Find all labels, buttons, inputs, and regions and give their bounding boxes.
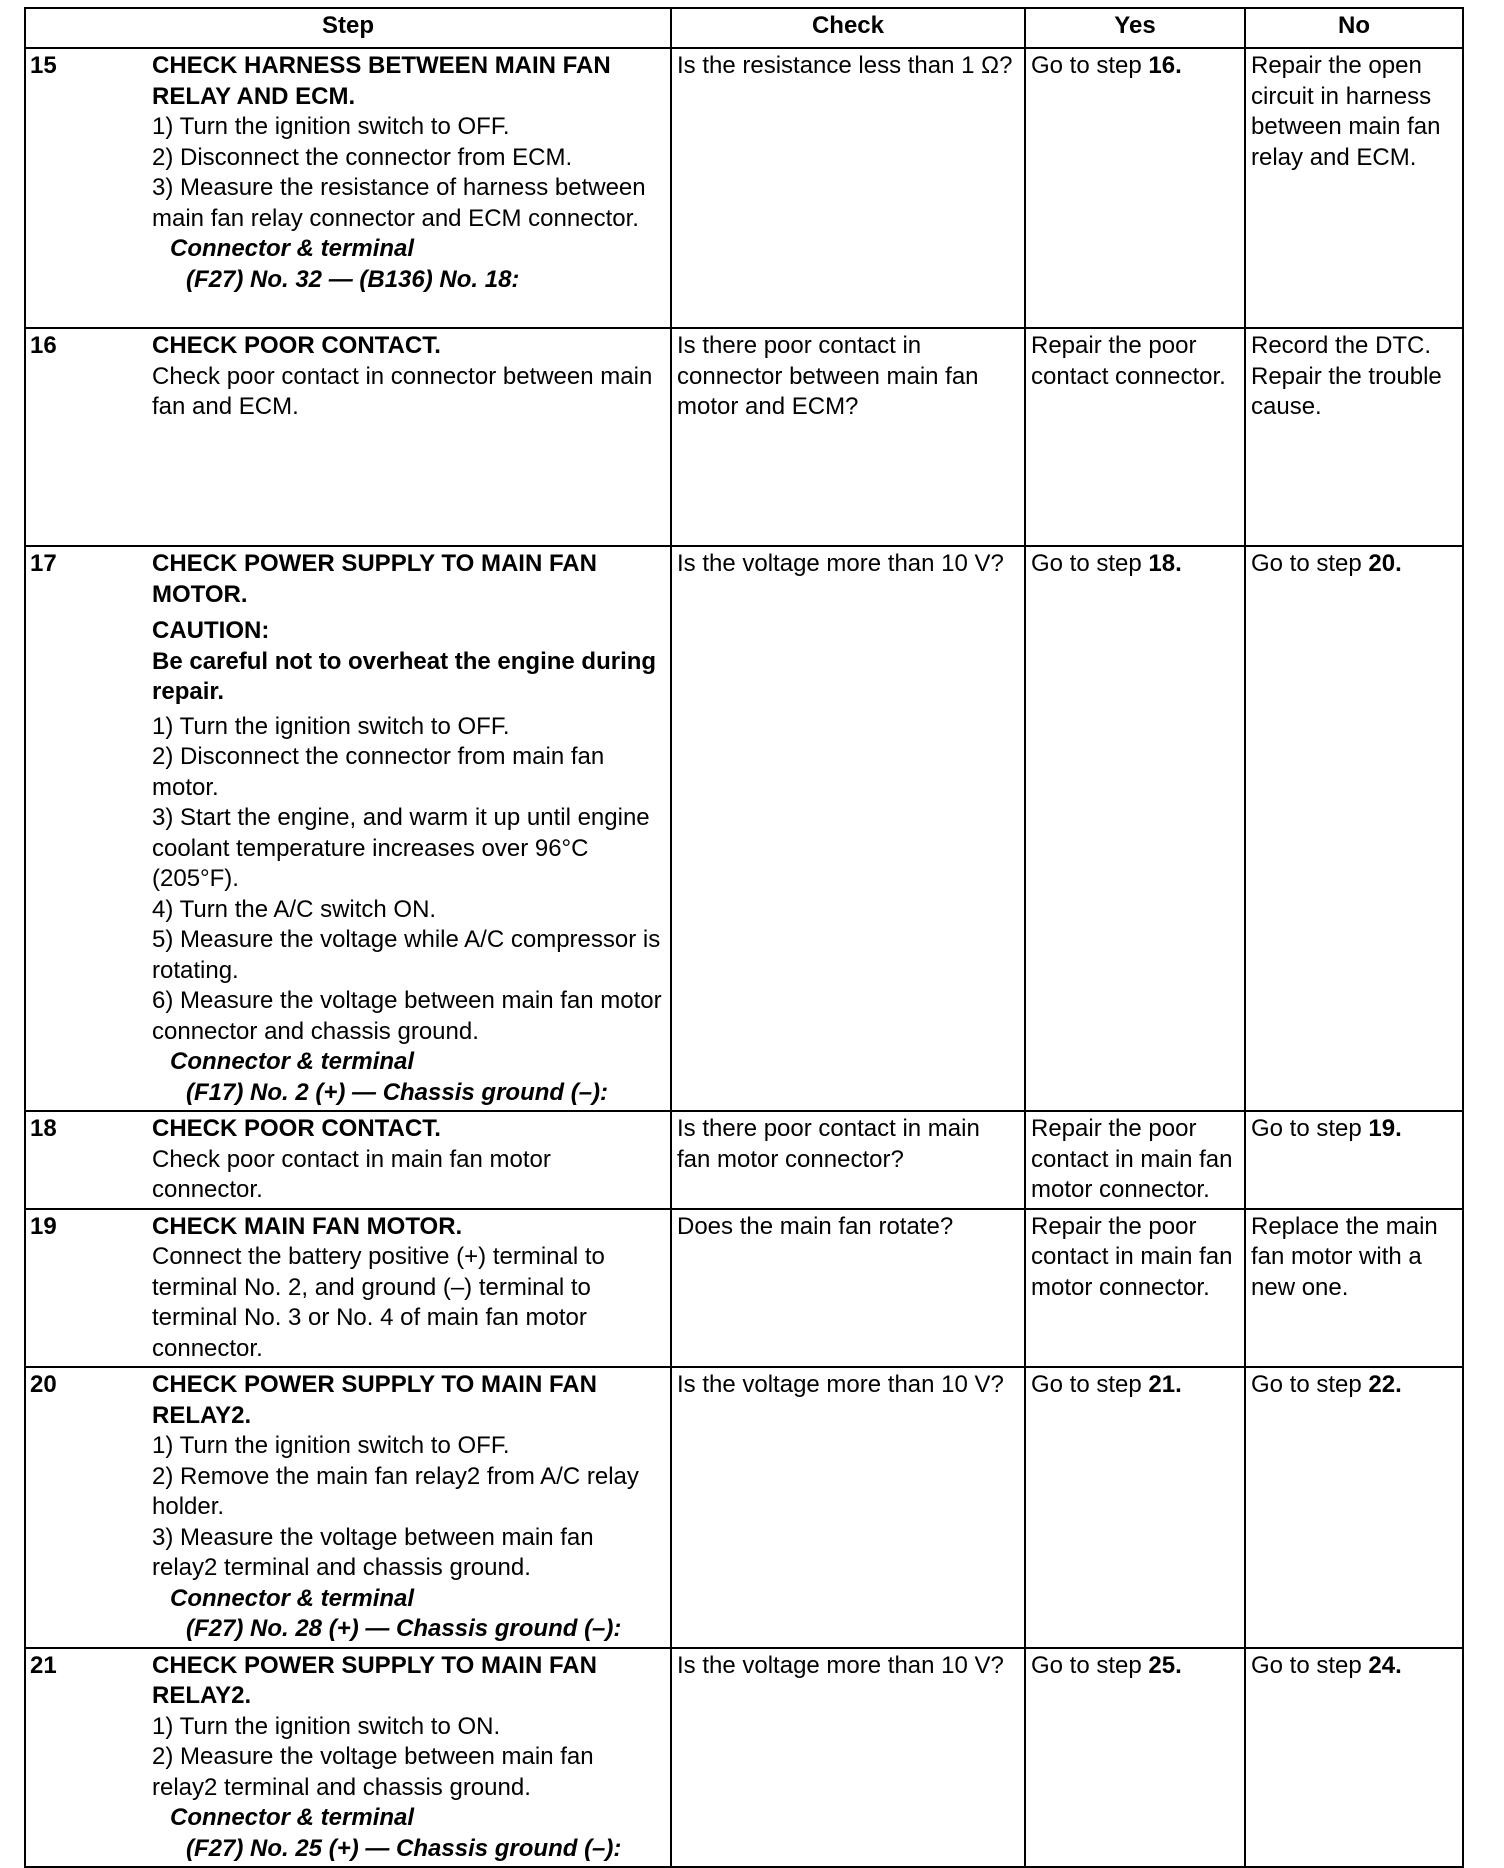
table-row <box>25 1111 1463 1209</box>
no-step-ref: 24. <box>1368 1651 1402 1679</box>
step-number: 15 <box>30 52 57 79</box>
step-cell <box>25 328 671 546</box>
no-cell <box>1245 546 1463 1111</box>
table-row <box>25 1648 1463 1868</box>
table-row <box>25 328 1463 546</box>
check-cell: Is the voltage more than 10 V? <box>671 1367 1025 1648</box>
step-title: CHECK POWER SUPPLY TO MAIN FAN RELAY2. <box>152 1651 597 1709</box>
step-title: CHECK POWER SUPPLY TO MAIN FAN RELAY2. <box>152 1371 597 1429</box>
step-cell <box>25 1209 671 1368</box>
no-prefix: Go to step <box>1251 550 1369 577</box>
caution-text: Be careful not to overheat the engine during repair. <box>152 647 657 705</box>
step-instruction: 6) Measure the voltage between main fan motor connector and chassis ground. <box>152 987 662 1045</box>
check-cell: Is there poor contact in main fan motor connector? <box>671 1111 1025 1209</box>
connector-terminal-value: (F27) No. 25 (+) — Chassis ground (–): <box>186 1834 622 1862</box>
check-cell: Is there poor contact in connector between main fan motor and ECM? <box>671 328 1025 546</box>
step-instruction: 4) Turn the A/C switch ON. <box>152 895 437 923</box>
step-number: 19 <box>30 1212 57 1240</box>
table-row <box>25 48 1463 328</box>
step-text: Connect the battery positive (+) terminal to terminal No. 2, and ground (–) terminal to terminal No. 3 or No. 4 of main fan motor connector. <box>152 1243 605 1362</box>
connector-terminal-value: (F27) No. 32 — (B136) No. 18: <box>186 265 520 293</box>
no-prefix: Go to step <box>1251 1651 1369 1679</box>
check-cell: Is the resistance less than 1 Ω? <box>671 48 1025 328</box>
yes-cell <box>1025 1367 1245 1648</box>
no-cell <box>1245 1111 1463 1209</box>
table-row <box>25 1209 1463 1368</box>
no-cell: Replace the main fan motor with a new one. <box>1245 1209 1463 1368</box>
step-instruction: 2) Disconnect the connector from main fan motor. <box>152 743 605 801</box>
step-instruction: 3) Measure the resistance of harness between main fan relay connector and ECM connector. <box>152 174 646 232</box>
step-title: CHECK HARNESS BETWEEN MAIN FAN RELAY AND ECM. <box>152 52 611 110</box>
step-cell <box>25 1111 671 1209</box>
check-cell: Does the main fan rotate? <box>671 1209 1025 1368</box>
step-text: Check poor contact in main fan motor connector. <box>152 1145 551 1203</box>
step-number: 18 <box>30 1115 57 1142</box>
step-title: CHECK POOR CONTACT. <box>152 1115 441 1142</box>
step-title: CHECK POOR CONTACT. <box>152 332 441 359</box>
step-number: 17 <box>30 550 57 577</box>
step-instruction: 1) Turn the ignition switch to ON. <box>152 1712 501 1740</box>
step-number: 16 <box>30 332 57 359</box>
step-cell <box>25 1648 671 1868</box>
step-instruction: 2) Disconnect the connector from ECM. <box>152 143 573 171</box>
connector-terminal-label: Connector & terminal <box>170 1048 415 1075</box>
step-text: Check poor contact in connector between main fan and ECM. <box>152 362 653 420</box>
yes-cell: Repair the poor contact connector. <box>1025 328 1245 546</box>
step-title: CHECK MAIN FAN MOTOR. <box>152 1212 463 1240</box>
header-check: Check <box>671 8 1025 48</box>
header-step: Step <box>25 8 671 48</box>
step-number: 20 <box>30 1371 57 1398</box>
yes-cell: Repair the poor contact in main fan motor connector. <box>1025 1111 1245 1209</box>
no-prefix: Go to step <box>1251 1115 1369 1142</box>
step-cell <box>25 1367 671 1648</box>
yes-step-ref: 25. <box>1148 1651 1182 1679</box>
no-prefix: Go to step <box>1251 1371 1369 1398</box>
connector-terminal-value: (F17) No. 2 (+) — Chassis ground (–): <box>186 1078 609 1106</box>
yes-step-ref: 18. <box>1148 550 1182 577</box>
connector-terminal-value: (F27) No. 28 (+) — Chassis ground (–): <box>186 1615 622 1642</box>
step-instruction: 5) Measure the voltage while A/C compressor is rotating. <box>152 926 661 984</box>
no-cell: Repair the open circuit in harness between main fan relay and ECM. <box>1245 48 1463 328</box>
step-instruction: 1) Turn the ignition switch to OFF. <box>152 712 510 740</box>
header-no: No <box>1245 8 1463 48</box>
step-instruction: 1) Turn the ignition switch to OFF. <box>152 113 510 140</box>
no-cell <box>1245 1648 1463 1868</box>
step-instruction: 2) Remove the main fan relay2 from A/C relay holder. <box>152 1462 639 1520</box>
connector-terminal-label: Connector & terminal <box>170 235 415 262</box>
yes-cell: Repair the poor contact in main fan motor connector. <box>1025 1209 1245 1368</box>
connector-terminal-label: Connector & terminal <box>170 1584 415 1612</box>
check-cell: Is the voltage more than 10 V? <box>671 1648 1025 1868</box>
yes-step-ref: 16. <box>1148 52 1182 79</box>
yes-prefix: Go to step <box>1031 1651 1149 1679</box>
yes-prefix: Go to step <box>1031 550 1149 577</box>
check-cell: Is the voltage more than 10 V? <box>671 546 1025 1111</box>
step-number: 21 <box>30 1651 57 1679</box>
step-cell <box>25 546 671 1111</box>
step-title: CHECK POWER SUPPLY TO MAIN FAN MOTOR. <box>152 550 597 608</box>
step-instruction: 2) Measure the voltage between main fan relay2 terminal and chassis ground. <box>152 1743 594 1801</box>
no-cell: Record the DTC. Repair the trouble cause. <box>1245 328 1463 546</box>
diagnostic-table <box>24 7 1464 1868</box>
table-row <box>25 1367 1463 1648</box>
step-instruction: 1) Turn the ignition switch to OFF. <box>152 1432 510 1459</box>
yes-prefix: Go to step <box>1031 52 1149 79</box>
connector-terminal-label: Connector & terminal <box>170 1804 415 1831</box>
yes-cell <box>1025 1648 1245 1868</box>
step-cell <box>25 48 671 328</box>
yes-prefix: Go to step <box>1031 1371 1149 1398</box>
no-step-ref: 22. <box>1368 1371 1402 1398</box>
yes-step-ref: 21. <box>1148 1371 1182 1398</box>
caution-label: CAUTION: <box>152 617 270 644</box>
table-row <box>25 546 1463 1111</box>
step-instruction: 3) Start the engine, and warm it up until engine coolant temperature increases over 96°C (205°F). <box>152 804 650 892</box>
no-step-ref: 20. <box>1368 550 1402 577</box>
no-step-ref: 19. <box>1368 1115 1402 1142</box>
header-yes: Yes <box>1025 8 1245 48</box>
header-row <box>25 8 1463 48</box>
yes-cell <box>1025 48 1245 328</box>
yes-cell <box>1025 546 1245 1111</box>
step-instruction: 3) Measure the voltage between main fan relay2 terminal and chassis ground. <box>152 1523 594 1581</box>
no-cell <box>1245 1367 1463 1648</box>
